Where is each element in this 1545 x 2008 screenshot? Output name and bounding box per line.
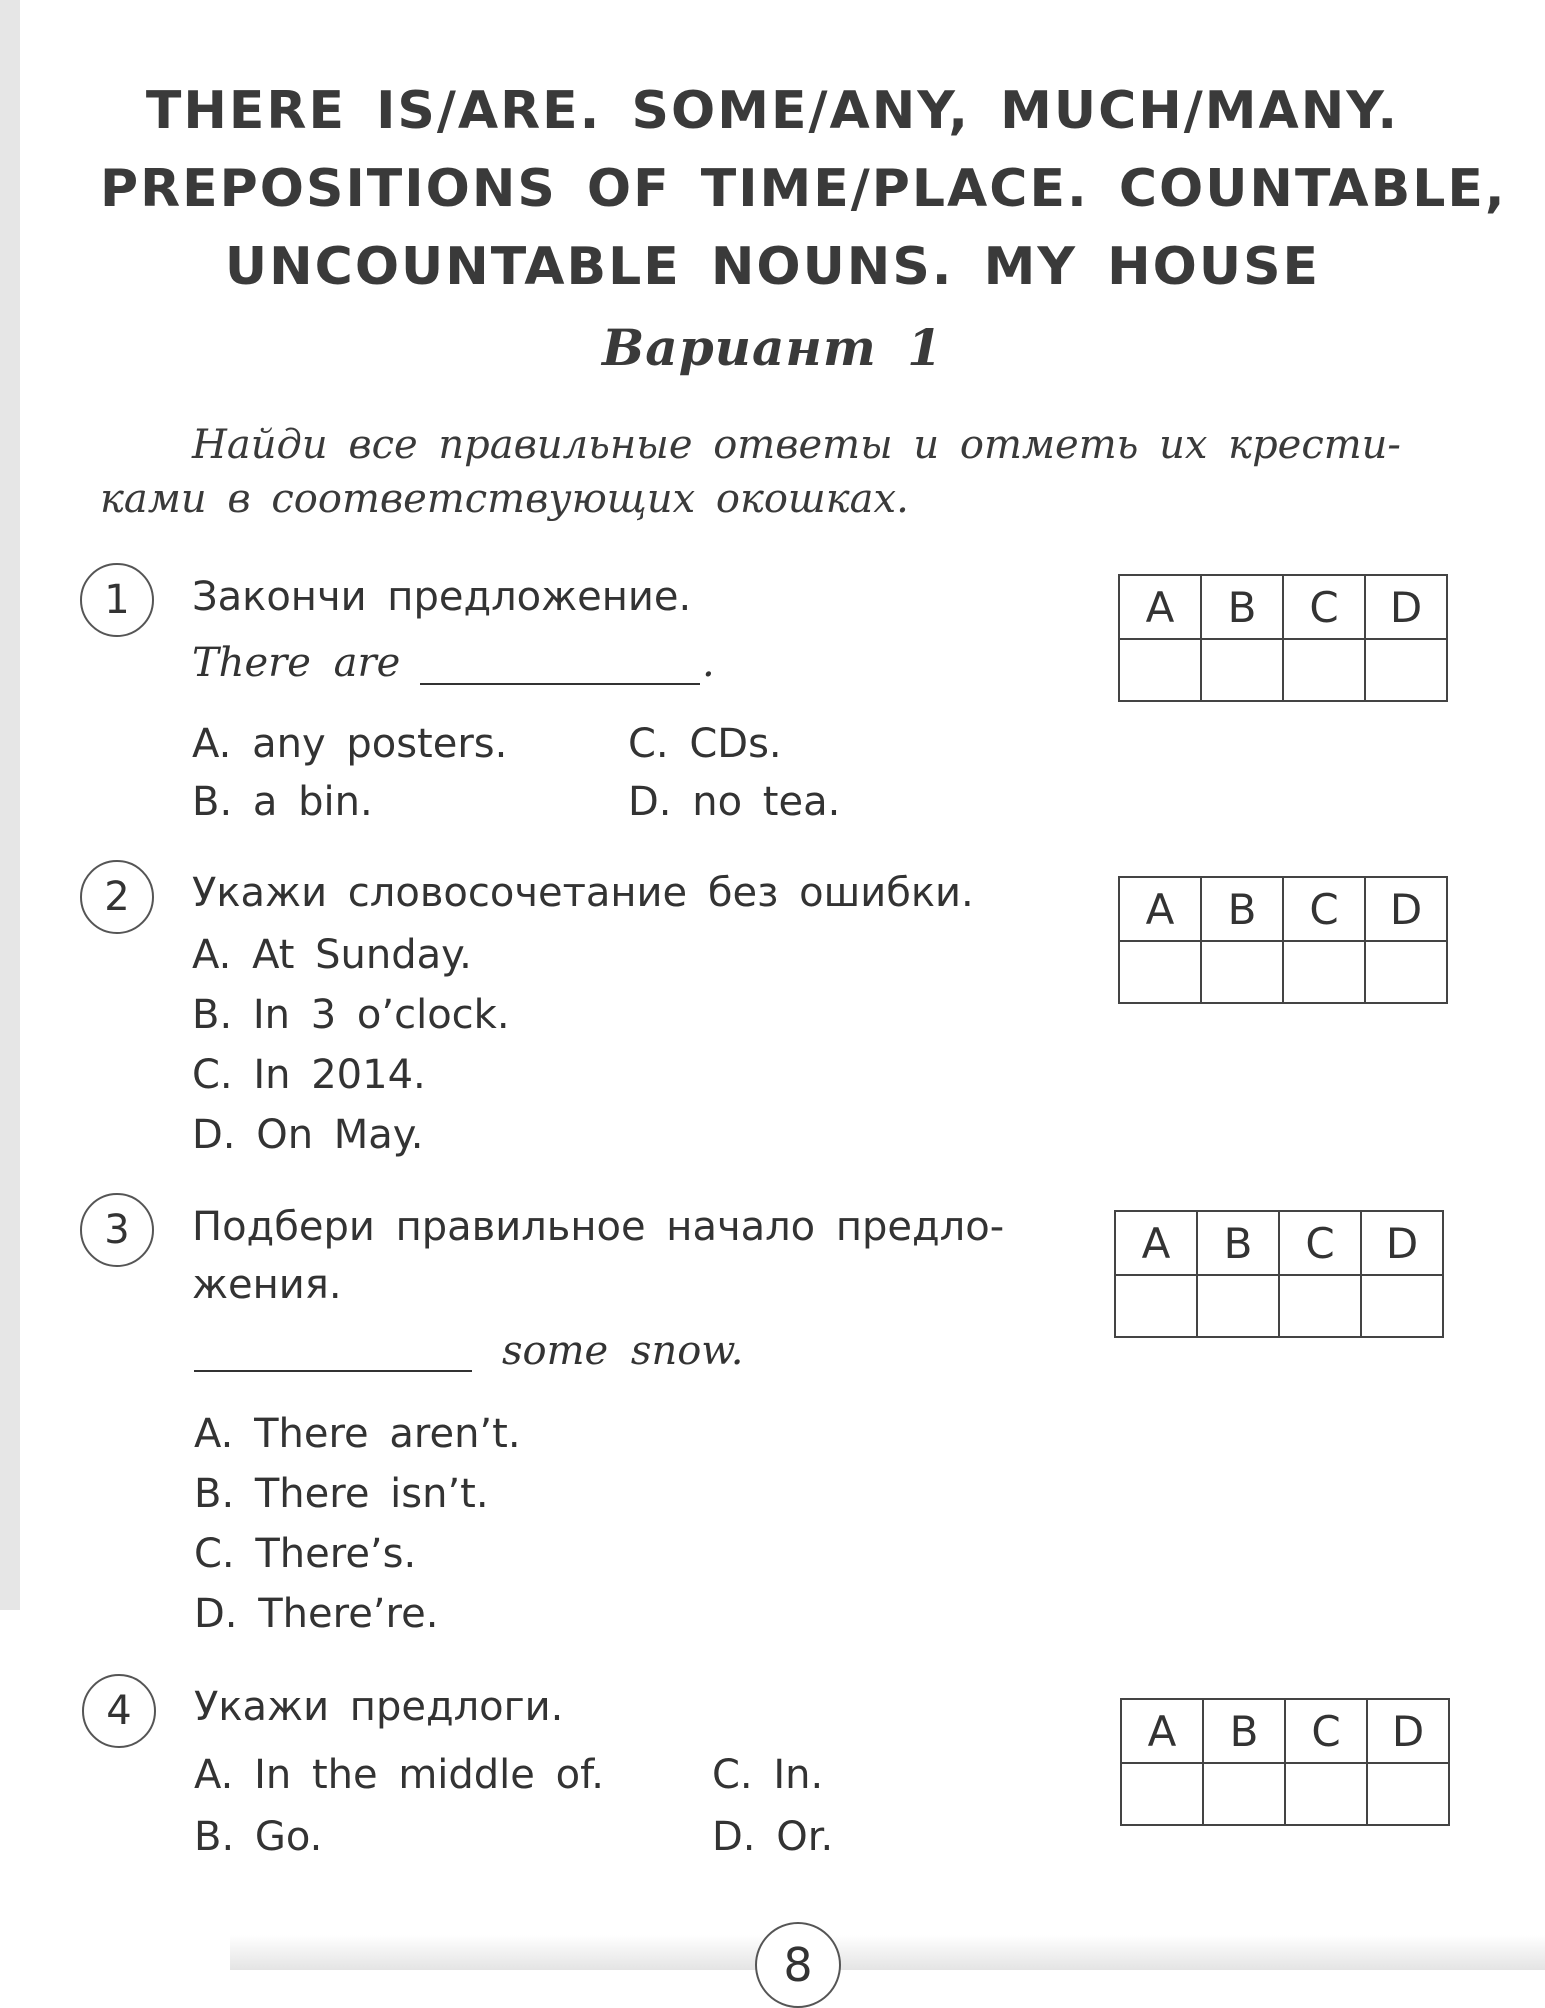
answer-box-d[interactable] bbox=[1365, 639, 1447, 701]
page-title bbox=[100, 72, 1507, 306]
answer-box-d[interactable] bbox=[1367, 1763, 1449, 1825]
answer-box-b[interactable] bbox=[1201, 639, 1283, 701]
grid-label-b: B bbox=[1197, 1211, 1279, 1275]
question-2-answer-grid bbox=[1118, 876, 1448, 1004]
grid-label-c: C bbox=[1283, 575, 1365, 639]
question-4-number: 4 bbox=[82, 1674, 156, 1748]
question-4-option-b: B. Go. bbox=[194, 1814, 323, 1860]
question-4-prompt: Укажи предлоги. bbox=[194, 1684, 564, 1730]
question-3-option-c: C. There’s. bbox=[194, 1531, 417, 1577]
answer-box-c[interactable] bbox=[1279, 1275, 1361, 1337]
grid-label-a: A bbox=[1119, 575, 1201, 639]
answer-box-a[interactable] bbox=[1121, 1763, 1203, 1825]
question-4-answer-grid bbox=[1120, 1698, 1450, 1826]
question-3-option-b: B. There isn’t. bbox=[194, 1471, 489, 1517]
grid-label-b: B bbox=[1203, 1699, 1285, 1763]
question-1-sentence-start: There are bbox=[192, 640, 401, 686]
grid-label-d: D bbox=[1365, 877, 1447, 941]
answer-box-c[interactable] bbox=[1285, 1763, 1367, 1825]
instruction-line-1: Найди все правильные ответы и отметь их крести- bbox=[192, 422, 1401, 468]
grid-label-d: D bbox=[1361, 1211, 1443, 1275]
question-3-option-d: D. There’re. bbox=[194, 1591, 439, 1637]
question-1-number: 1 bbox=[80, 563, 154, 637]
question-1-blank bbox=[420, 683, 700, 685]
answer-box-c[interactable] bbox=[1283, 941, 1365, 1003]
question-1-option-d: D. no tea. bbox=[628, 779, 841, 825]
question-2-option-c: C. In 2014. bbox=[192, 1052, 426, 1098]
grid-label-a: A bbox=[1119, 877, 1201, 941]
grid-label-c: C bbox=[1283, 877, 1365, 941]
grid-label-c: C bbox=[1285, 1699, 1367, 1763]
answer-box-c[interactable] bbox=[1283, 639, 1365, 701]
question-2-option-d: D. On May. bbox=[192, 1112, 424, 1158]
grid-label-d: D bbox=[1367, 1699, 1449, 1763]
question-4-option-c: C. In. bbox=[712, 1752, 824, 1798]
grid-label-b: B bbox=[1201, 575, 1283, 639]
page-edge-shadow bbox=[0, 0, 20, 1610]
instruction-line-2: ками в соответствующих окошках. bbox=[100, 476, 909, 522]
question-2-number: 2 bbox=[80, 860, 154, 934]
answer-box-a[interactable] bbox=[1119, 639, 1201, 701]
answer-box-a[interactable] bbox=[1115, 1275, 1197, 1337]
answer-box-b[interactable] bbox=[1203, 1763, 1285, 1825]
question-1-prompt: Закончи предложение. bbox=[192, 574, 692, 620]
question-2-option-a: A. At Sunday. bbox=[192, 932, 472, 978]
question-3-number: 3 bbox=[80, 1193, 154, 1267]
question-3-answer-grid bbox=[1114, 1210, 1444, 1338]
grid-label-a: A bbox=[1121, 1699, 1203, 1763]
question-1-option-b: B. a bin. bbox=[192, 779, 373, 825]
title-line-1: THERE IS/ARE. SOME/ANY, MUCH/MANY. bbox=[145, 81, 1400, 141]
grid-label-b: B bbox=[1201, 877, 1283, 941]
title-line-2: PREPOSITIONS OF TIME/PLACE. COUNTABLE, bbox=[100, 159, 1507, 219]
grid-label-c: C bbox=[1279, 1211, 1361, 1275]
answer-box-b[interactable] bbox=[1201, 941, 1283, 1003]
question-4-option-d: D. Or. bbox=[712, 1814, 834, 1860]
bottom-edge-shadow bbox=[230, 1935, 1545, 1970]
question-1-answer-grid bbox=[1118, 574, 1448, 702]
question-3-blank bbox=[194, 1370, 472, 1372]
answer-box-d[interactable] bbox=[1365, 941, 1447, 1003]
grid-label-a: A bbox=[1115, 1211, 1197, 1275]
answer-box-b[interactable] bbox=[1197, 1275, 1279, 1337]
question-4-option-a: A. In the middle of. bbox=[194, 1752, 604, 1798]
answer-box-a[interactable] bbox=[1119, 941, 1201, 1003]
title-line-3: UNCOUNTABLE NOUNS. MY HOUSE bbox=[224, 237, 1321, 297]
question-1-option-c: C. CDs. bbox=[628, 721, 782, 767]
question-3-option-a: A. There aren’t. bbox=[194, 1411, 521, 1457]
variant-heading: Вариант 1 bbox=[602, 318, 943, 377]
question-2-option-b: B. In 3 o’clock. bbox=[192, 992, 510, 1038]
question-1-sentence-end: . bbox=[702, 640, 715, 686]
question-3-sentence-end: some snow. bbox=[502, 1328, 744, 1374]
question-2-prompt: Укажи словосочетание без ошибки. bbox=[192, 870, 974, 916]
grid-label-d: D bbox=[1365, 575, 1447, 639]
page-number: 8 bbox=[755, 1922, 841, 2008]
question-1-option-a: A. any posters. bbox=[192, 721, 508, 767]
answer-box-d[interactable] bbox=[1361, 1275, 1443, 1337]
question-3-prompt-line-1: Подбери правильное начало предло- bbox=[192, 1204, 1005, 1250]
instruction bbox=[100, 418, 1450, 526]
question-3-prompt-line-2: жения. bbox=[192, 1262, 342, 1308]
